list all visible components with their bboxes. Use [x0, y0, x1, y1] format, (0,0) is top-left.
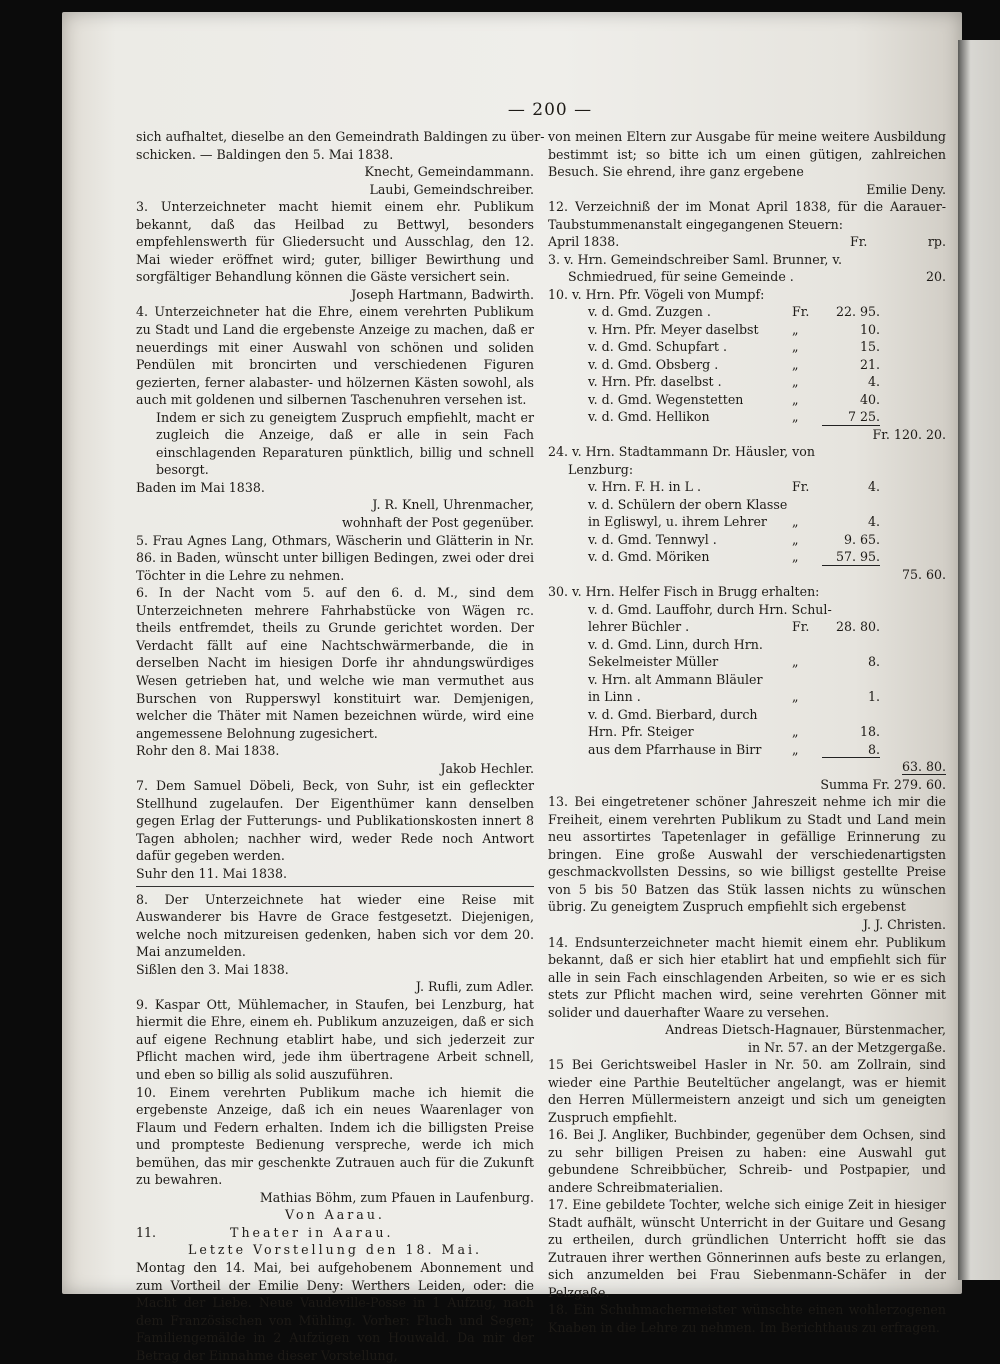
- contribution-label: v. d. Gmd. Schupfart .: [588, 339, 727, 355]
- spacer: [880, 478, 946, 496]
- currency-mark: [792, 706, 822, 724]
- contribution-row: [548, 636, 946, 654]
- notice-4-continued: Indem er sich zu geneigtem Zuspruch empfiehlt, macht er zugleich die Anzeige, daß er alle in sein Fach einschlagenden Reparaturen pünktlich, billig und schnell besorgt.: [156, 409, 534, 478]
- signature: J. J. Christen.: [862, 916, 946, 932]
- contribution-row: [548, 618, 946, 636]
- place-date: Rohr den 8. Mai 1838.: [136, 743, 280, 759]
- contribution-label: in Egliswyl, u. ihrem Lehrer: [588, 514, 767, 530]
- contribution-amount: 57. 95.: [822, 548, 880, 566]
- contribution-amount: [822, 706, 880, 724]
- entry-30-list: [548, 601, 946, 759]
- entry-10-total: Fr. 120. 20.: [872, 426, 946, 442]
- contribution-label: v. d. Gmd. Lauffohr, durch Hrn. Schul-: [588, 601, 832, 617]
- entry-3: 3. v. Hrn. Gemeindschreiber Saml. Brunner, v.: [548, 251, 842, 267]
- contribution-label: v. Hrn. F. H. in L .: [588, 479, 702, 495]
- contribution-row: [548, 723, 946, 741]
- divider: [136, 886, 534, 887]
- contribution-label: lehrer Büchler .: [588, 619, 690, 635]
- notice-8: 8. Der Unterzeichnete hat wieder eine Reise mit Auswanderer bis Havre de Grace festgesetzt. Diejenigen, welche noch mitzureisen gedenken, haben sich vor dem 20. Mai anzumelden.: [136, 891, 534, 960]
- spacer: [880, 496, 946, 514]
- signature: Jakob Hechler.: [440, 760, 534, 776]
- column-header-rp: rp.: [927, 234, 946, 250]
- entry-24-head: 24. v. Hrn. Stadtammann Dr. Häusler, von: [548, 444, 815, 460]
- theater-subtitle: Letzte Vorstellung den 18. Mai.: [188, 1242, 482, 1258]
- contribution-row: [548, 321, 946, 339]
- notice-5: 5. Frau Agnes Lang, Othmars, Wäscherin und Glätterin in Nr. 86. in Baden, wünscht unter billigen Bedingen, zwei oder drei Töchter in die Lehre zu nehmen.: [136, 532, 534, 583]
- contribution-row: [548, 478, 946, 496]
- spacer: [880, 391, 946, 409]
- contribution-amount: [822, 496, 880, 514]
- contribution-amount: [854, 601, 897, 619]
- currency-mark: „: [792, 339, 799, 355]
- contribution-label: v. d. Gmd. Tennwyl .: [588, 531, 717, 547]
- spacer: [880, 373, 946, 391]
- contribution-row: [548, 513, 946, 531]
- grand-total: Summa Fr. 279. 60.: [820, 776, 946, 792]
- contribution-amount: [822, 671, 880, 689]
- contribution-label: v. d. Schülern der obern Klasse: [588, 496, 788, 512]
- currency-mark: „: [792, 321, 799, 337]
- notice-4: 4. Unterzeichneter hat die Ehre, einem verehrten Publikum zu Stadt und Land die ergebenste Anzeige zu machen, daß er neuerdings mit einer Auswahl von schönen und soliden Pendülen mit broncirten und verschiedenen Figuren gezierten, ferner alabaster- und hölzernen Kästen sowohl, als auch mit goldenen und silbernen Taschenuhren versehen ist.: [136, 304, 534, 408]
- spacer: [880, 706, 946, 724]
- currency-mark: „: [792, 356, 799, 372]
- contribution-row: [548, 303, 946, 321]
- page-number: — 200 —: [507, 100, 593, 120]
- text-line: schicken. — Baldingen den 5. Mai 1838.: [136, 146, 394, 162]
- entry-24-list: [548, 478, 946, 566]
- currency-mark: [832, 601, 854, 619]
- spacer: [880, 671, 946, 689]
- currency-mark: [792, 671, 822, 689]
- contribution-row: [548, 601, 946, 619]
- entry-24-head: Lenzburg:: [568, 461, 634, 477]
- spacer: [880, 548, 946, 566]
- notice-11-continued: von meinen Eltern zur Ausgabe für meine weitere Ausbildung bestimmt ist; so bitte ich um einen gütigen, zahlreichen Besuch. Sie ehrend, ihre ganz ergebene: [548, 129, 946, 179]
- currency-mark: „: [792, 531, 799, 547]
- signature: Andreas Dietsch-Hagnauer, Bürstenmacher,: [665, 1022, 946, 1038]
- spacer: [880, 338, 946, 356]
- contribution-row: [548, 653, 946, 671]
- entry-30-head: 30. v. Hrn. Helfer Fisch in Brugg erhalten:: [548, 584, 820, 600]
- notice-number: 11.: [136, 1224, 157, 1240]
- currency-mark: „: [792, 654, 799, 670]
- spacer: [897, 601, 946, 619]
- contribution-amount: 28. 80.: [835, 619, 880, 635]
- contribution-row: [548, 408, 946, 426]
- notice-7: 7. Dem Samuel Döbeli, Beck, von Suhr, ist ein gefleckter Stellhund zugelaufen. Der Eigenthümer kann denselben gegen Erlag der Futterungs- und Publikationskosten innert 8 Tagen abholen; nachher wird, weder Rede noch Antwort dafür gegeben werden.: [136, 778, 534, 864]
- notice-14: 14. Endsunterzeichneter macht hiemit einem ehr. Publikum bekannt, daß er sich hier etablirt hat und empfiehlt sich für alle in sein Fach einschlagenden Arbeiten, so wie er es sich stets zur Pflicht machen wird, seine verehrten Gönner mit solider und dauerhafter Waare zu versehen.: [548, 934, 946, 1020]
- contribution-amount: 8.: [867, 654, 880, 670]
- contribution-amount: 4.: [867, 374, 880, 390]
- column-header-fr: Fr.: [850, 234, 868, 250]
- place-date: Sißlen den 3. Mai 1838.: [136, 961, 289, 977]
- currency-mark: Fr.: [792, 619, 810, 635]
- contribution-label: v. d. Gmd. Wegenstetten: [588, 391, 744, 407]
- contribution-label: v. d. Gmd. Möriken: [588, 549, 710, 565]
- right-column: [548, 128, 946, 1336]
- entry-30-total-value: 63. 80.: [901, 759, 946, 775]
- notice-3: 3. Unterzeichneter macht hiemit einem ehr. Publikum bekannt, daß das Heilbad zu Bettwyl, besonders empfehlenswerth für Gliedersucht und Ausschlag, den 12. Mai wieder eröffnet wird; guter, billiger Bewirthung und sorgfältiger Behandlung können die Gäste versichert sein.: [136, 199, 534, 285]
- contribution-row: [548, 531, 946, 549]
- place-date: Suhr den 11. Mai 1838.: [136, 865, 288, 881]
- contribution-row: [548, 373, 946, 391]
- notice-6: 6. In der Nacht vom 5. auf den 6. d. M., sind dem Unterzeichneten mehrere Fahrhabstücke von Wägen rc. theils entfremdet, theils zu Grunde gerichtet worden. Der Verdacht fällt auf eine Nachtschwärmerbande, die in derselben Nacht im hiesigen Dorfe ihr ahndungswürdiges Wesen getrieben hat, und welche wie man vermuthet aus Burschen von Rupperswyl konstituirt war. Demjenigen, welcher die Thäter mit Namen bezeichnen würde, wird eine angemessene Belohnung zugesichert.: [136, 585, 534, 741]
- entry-amount: 20.: [925, 269, 946, 285]
- entry-10-head: 10. v. Hrn. Pfr. Vögeli von Mumpf:: [548, 286, 765, 302]
- currency-mark: „: [792, 549, 799, 565]
- spacer: [880, 653, 946, 671]
- contribution-label: v. Hrn. alt Ammann Bläuler: [588, 671, 763, 687]
- contribution-label: v. Hrn. Pfr. daselbst .: [588, 374, 722, 390]
- currency-mark: „: [792, 724, 799, 740]
- spacer: [880, 636, 946, 654]
- notice-9: 9. Kaspar Ott, Mühlemacher, in Staufen, bei Lenzburg, hat hiermit die Ehre, einem eh. Publikum anzuzeigen, daß er sich auf eigene Rechnung etablirt habe, und sich jederzeit zur Pflicht machen wird, jede ihm übertragene Arbeit schnell, und eben so billig als solid auszuführen.: [136, 996, 534, 1082]
- contribution-amount: 8.: [822, 741, 880, 759]
- notice-10: 10. Einem verehrten Publikum mache ich hiemit die ergebenste Anzeige, daß ich ein neues Waarenlager von Flaum und Federn erhalten. Indem ich die billigsten Preise und prompteste Bedienung verspreche, werde ich mich bemühen, das mir geschenkte Zutrauen auch für die Zukunft zu bewahren.: [136, 1084, 534, 1188]
- currency-mark: Fr.: [792, 479, 810, 495]
- spacer: [880, 688, 946, 706]
- contribution-amount: 7 25.: [822, 408, 880, 426]
- text-line: sich aufhaltet, dieselbe an den Gemeindrath Baldingen zu über-: [136, 129, 545, 144]
- currency-mark: „: [792, 514, 799, 530]
- scan-edge: [958, 40, 1000, 1280]
- contribution-amount: 9. 65.: [843, 531, 880, 547]
- contribution-amount: [822, 636, 880, 654]
- spacer: [880, 356, 946, 374]
- contribution-label: v. d. Gmd. Zuzgen .: [588, 304, 711, 320]
- contribution-amount: 21.: [859, 356, 880, 372]
- currency-mark: Fr.: [792, 304, 810, 320]
- currency-mark: „: [792, 409, 799, 425]
- theater-title: Theater in Aarau.: [230, 1224, 394, 1240]
- spacer: [880, 321, 946, 339]
- contribution-amount: 22. 95.: [835, 304, 880, 320]
- notice-12: 12. Verzeichniß der im Monat April 1838, für die Aarauer-Taubstummenanstalt eingegangenen Steuern:: [548, 199, 946, 232]
- spacer: [880, 741, 946, 759]
- contribution-row: [548, 338, 946, 356]
- section-heading: Von Aarau.: [285, 1207, 385, 1223]
- signature: Joseph Hartmann, Badwirth.: [351, 286, 534, 302]
- entry-3-line: [548, 268, 946, 286]
- entry-24-total: 75. 60.: [901, 566, 946, 582]
- entry-text: Schmiedrued, für seine Gemeinde .: [568, 269, 794, 285]
- signature: in Nr. 57. an der Metzgergaße.: [747, 1039, 946, 1055]
- contribution-label: v. d. Gmd. Hellikon: [588, 409, 710, 425]
- spacer: [880, 723, 946, 741]
- notice-16: 16. Bei J. Angliker, Buchbinder, gegenüber dem Ochsen, sind zu sehr billigen Preisen zu haben: eine Auswahl gut gebundene Schreibbücher, Schreib- und Postpapier, und andere Schreibmaterialien.: [548, 1127, 946, 1195]
- currency-mark: „: [792, 689, 799, 705]
- signature: Knecht, Gemeindammann.: [364, 164, 534, 180]
- contribution-label: v. d. Gmd. Obsberg .: [588, 356, 719, 372]
- contribution-row: [548, 496, 946, 514]
- contribution-amount: 4.: [867, 514, 880, 530]
- contribution-label: Sekelmeister Müller: [588, 654, 719, 670]
- currency-mark: [792, 496, 822, 514]
- contribution-row: [548, 356, 946, 374]
- theater-heading: [136, 1224, 534, 1242]
- contribution-label: Hrn. Pfr. Steiger: [588, 724, 694, 740]
- place-date: Baden im Mai 1838.: [136, 479, 265, 495]
- contribution-label: v. d. Gmd. Bierbard, durch: [588, 706, 758, 722]
- signature: Mathias Böhm, zum Pfauen in Laufenburg.: [259, 1189, 534, 1205]
- contribution-row: [548, 688, 946, 706]
- entry-10-list: [548, 303, 946, 426]
- contribution-row: [548, 671, 946, 689]
- contribution-label: in Linn .: [588, 689, 641, 705]
- left-column: [136, 128, 545, 1364]
- contribution-amount: 1.: [867, 689, 880, 705]
- table-header: [548, 233, 946, 251]
- currency-mark: „: [792, 374, 799, 390]
- notice-18: 18. Ein Schuhmachermeister wünschte einen wohlerzogenen Knaben in die Lehre zu nehmen. Im Berichthaus zu erfragen.: [548, 1302, 946, 1335]
- contribution-amount: 4.: [867, 479, 880, 495]
- contribution-amount: 10.: [859, 321, 880, 337]
- spacer: [880, 618, 946, 636]
- contribution-amount: 18.: [859, 724, 880, 740]
- spacer: [880, 303, 946, 321]
- spacer: [880, 531, 946, 549]
- entry-30-total: [548, 758, 946, 776]
- contribution-amount: 40.: [859, 391, 880, 407]
- signature: Emilie Deny.: [866, 181, 946, 197]
- contribution-row: [548, 548, 946, 566]
- signature: J. R. Knell, Uhrenmacher,: [372, 497, 534, 513]
- currency-mark: [792, 636, 822, 654]
- notice-13: 13. Bei eingetretener schöner Jahreszeit nehme ich mir die Freiheit, einem verehrten Publikum zu Stadt und Land mein neu assortirtes Tapetenlager in gefällige Erinnerung zu bringen. Eine große Auswahl der verschiedenartigsten geschmackvollsten Dessins, so wie billigst gestellte Preise von 5 bis 50 Batzen das Stük lassen nichts zu wünschen übrig. Zu geneigtem Zuspruch empfiehlt sich ergebenst: [548, 794, 946, 915]
- notice-17: 17. Eine gebildete Tochter, welche sich einige Zeit in hiesiger Stadt aufhält, wünscht Unterricht in der Guitare und Gesang zu ertheilen, durch gründlichen Unterricht hofft sie das Zutrauen ihrer werthen Gönnerinnen aufs beste zu erlangen, sich anzumelden bei Frau Siebenmann-Schäfer in der Pelzgaße.: [548, 1197, 946, 1300]
- contribution-label: v. Hrn. Pfr. Meyer daselbst: [588, 321, 759, 337]
- currency-mark: „: [792, 391, 799, 407]
- contribution-label: aus dem Pfarrhause in Birr: [588, 741, 762, 757]
- currency-mark: „: [792, 741, 799, 757]
- spacer: [880, 408, 946, 426]
- contribution-row: [548, 741, 946, 759]
- notice-11: Montag den 14. Mai, bei aufgehobenem Abonnement und zum Vortheil der Emilie Deny: Werthers Leiden, oder: die Macht der Liebe. Neue Vaudeville-Posse in 1 Aufzug, nach dem Französischen von Mühling. Vorher: Fluch und Segen; Familiengemälde in 2 Aufzügen von Houwald. Da mir der Betrag der Einnahme dieser Vorstellung,: [136, 1260, 534, 1363]
- contribution-label: v. d. Gmd. Linn, durch Hrn.: [588, 636, 763, 652]
- notice-15: 15 Bei Gerichtsweibel Hasler in Nr. 50. am Zollrain, sind wieder eine Parthie Beuteltücher angelangt, was er hiemit den Herren Müllermeistern anzeigt und sich um geneigten Zuspruch empfiehlt.: [548, 1057, 946, 1125]
- month-label: April 1838.: [548, 234, 620, 250]
- signature: J. Rufli, zum Adler.: [415, 979, 534, 995]
- signature: Laubi, Gemeindschreiber.: [369, 181, 534, 197]
- contribution-row: [548, 706, 946, 724]
- signature: wohnhaft der Post gegenüber.: [342, 515, 534, 531]
- contribution-row: [548, 391, 946, 409]
- spacer: [880, 513, 946, 531]
- contribution-amount: 15.: [859, 339, 880, 355]
